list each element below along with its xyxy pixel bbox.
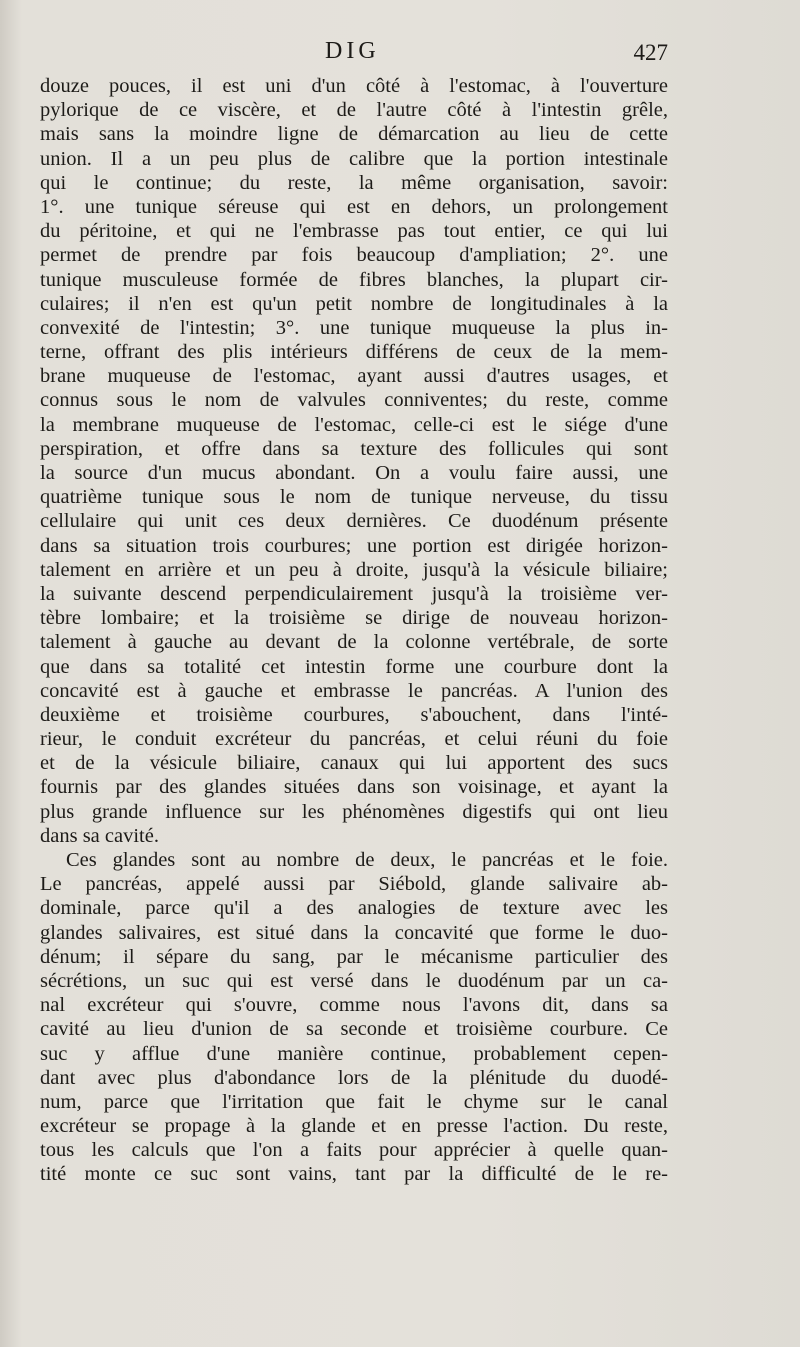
text-line: dant avec plus d'abondance lors de la plénitude du duodé- <box>40 1066 668 1089</box>
text-line: mais sans la moindre ligne de démarcation au lieu de cette <box>40 123 668 146</box>
text-line: excréteur se propage à la glande et en presse l'action. Du reste, <box>40 1115 668 1138</box>
text-line: sécrétions, un suc qui est versé dans le duodénum par un ca- <box>40 969 668 992</box>
page-number: 427 <box>633 40 668 65</box>
text-line: du péritoine, et qui ne l'embrasse pas tout entier, ce qui lui <box>40 220 668 243</box>
body-text <box>40 74 668 1187</box>
text-line: Le pancréas, appelé aussi par Siébold, glande salivaire ab- <box>40 873 668 896</box>
text-line: glandes salivaires, est situé dans la concavité que forme le duo- <box>40 921 668 944</box>
text-line: la membrane muqueuse de l'estomac, celle-ci est le siége d'une <box>40 413 668 436</box>
text-line: 1°. une tunique séreuse qui est en dehors, un prolongement <box>40 195 668 218</box>
text-line: connus sous le nom de valvules conniventes; du reste, comme <box>40 389 668 412</box>
text-line: dominale, parce qu'il a des analogies de texture avec les <box>40 897 668 920</box>
text-line: rieur, le conduit excréteur du pancréas, et celui réuni du foie <box>40 728 668 751</box>
text-line: suc y afflue d'une manière continue, probablement cepen- <box>40 1042 668 1065</box>
text-line: la source d'un mucus abondant. On a voulu faire aussi, une <box>40 462 668 484</box>
text-line: brane muqueuse de l'estomac, ayant aussi d'autres usages, et <box>40 365 668 388</box>
text-line: num, parce que l'irritation que fait le chyme sur le canal <box>40 1090 668 1113</box>
text-line: douze pouces, il est uni d'un côté à l'estomac, à l'ouverture <box>40 75 668 97</box>
text-line: perspiration, et offre dans sa texture des follicules qui sont <box>40 437 668 460</box>
running-head: DIG <box>325 38 380 64</box>
text-line: talement à gauche au devant de la colonne vertébrale, de sorte <box>40 631 668 654</box>
text-line: tous les calculs que l'on a faits pour apprécier à quelle quan- <box>40 1139 668 1162</box>
text-line: la suivante descend perpendiculairement jusqu'à la troisième ver- <box>40 582 668 605</box>
text-line: Ces glandes sont au nombre de deux, le pancréas et le foie. <box>66 849 668 871</box>
text-line: terne, offrant des plis intérieurs différens de ceux de la mem- <box>40 341 668 364</box>
text-line: pylorique de ce viscère, et de l'autre côté à l'intestin grêle, <box>40 99 668 122</box>
text-line: tité monte ce suc sont vains, tant par la difficulté de le re- <box>40 1163 668 1186</box>
text-line: quatrième tunique sous le nom de tunique nerveuse, du tissu <box>40 486 668 509</box>
text-line: tunique musculeuse formée de fibres blanches, la plupart cir- <box>40 268 668 291</box>
text-line: tèbre lombaire; et la troisième se dirige de nouveau horizon- <box>40 607 668 630</box>
text-line: qui le continue; du reste, la même organisation, savoir: <box>40 171 668 194</box>
page-header <box>40 36 670 76</box>
text-line: cavité au lieu d'union de sa seconde et troisième courbure. Ce <box>40 1018 668 1041</box>
text-line: deuxième et troisième courbures, s'abouchent, dans l'inté- <box>40 703 668 726</box>
text-line: convexité de l'intestin; 3°. une tunique muqueuse la plus in- <box>40 316 668 339</box>
text-line: que dans sa totalité cet intestin forme une courbure dont la <box>40 655 668 678</box>
text-line: dans sa situation trois courbures; une portion est dirigée horizon- <box>40 534 668 557</box>
text-line: et de la vésicule biliaire, canaux qui lui apportent des sucs <box>40 752 668 775</box>
text-line: fournis par des glandes situées dans son voisinage, et ayant la <box>40 776 668 799</box>
text-line: nal excréteur qui s'ouvre, comme nous l'avons dit, dans sa <box>40 994 668 1017</box>
text-line: concavité est à gauche et embrasse le pancréas. A l'union des <box>40 679 668 702</box>
text-line: dans sa cavité. <box>40 824 159 847</box>
text-line: permet de prendre par fois beaucoup d'ampliation; 2°. une <box>40 244 668 267</box>
text-line: union. Il a un peu plus de calibre que la portion intestinale <box>40 147 668 170</box>
text-line: culaires; il n'en est qu'un petit nombre de longitudinales à la <box>40 292 668 315</box>
text-line: talement en arrière et un peu à droite, jusqu'à la vésicule biliaire; <box>40 558 668 581</box>
text-line: plus grande influence sur les phénomènes digestifs qui ont lieu <box>40 800 668 823</box>
text-line: dénum; il sépare du sang, par le mécanisme particulier des <box>40 945 668 968</box>
text-line: cellulaire qui unit ces deux dernières. Ce duodénum présente <box>40 510 668 533</box>
